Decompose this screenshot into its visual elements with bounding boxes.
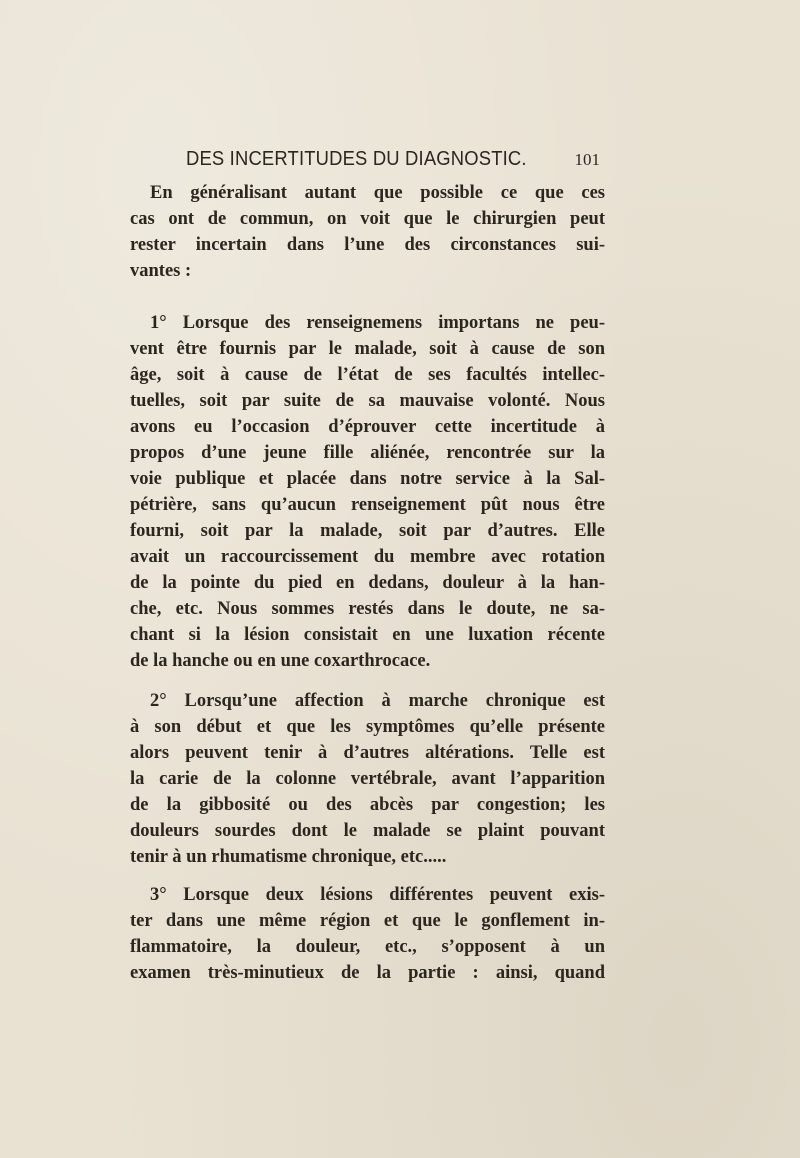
page-number: 101: [574, 150, 600, 169]
text-line: douleurs sourdes dont le malade se plaint pouvant: [130, 821, 605, 841]
text-line: âge, soit à cause de l’état de ses facultés intellec-: [130, 365, 605, 385]
text-line: examen très-minutieux de la partie : ainsi, quand: [130, 963, 605, 983]
text-line: de la pointe du pied en dedans, douleur à la han-: [130, 573, 605, 593]
text-line: fourni, soit par la malade, soit par d’autres. Elle: [130, 521, 605, 541]
text-line: vent être fournis par le malade, soit à cause de son: [130, 339, 605, 359]
text-line: che, etc. Nous sommes restés dans le doute, ne sa-: [130, 599, 605, 619]
text-line: 3° Lorsque deux lésions différentes peuvent exis-: [150, 885, 605, 905]
text-line: chant si la lésion consistait en une luxation récente: [130, 625, 605, 645]
text-line: En généralisant autant que possible ce que ces: [150, 183, 605, 203]
text-line: avons eu l’occasion d’éprouver cette incertitude à: [130, 417, 605, 437]
text-line: flammatoire, la douleur, etc., s’opposent à un: [130, 937, 605, 957]
text-line: tenir à un rhumatisme chronique, etc.....: [130, 847, 447, 867]
page-header: [186, 148, 600, 176]
text-line: la carie de la colonne vertébrale, avant l’apparition: [130, 769, 605, 789]
text-line: ter dans une même région et que le gonflement in-: [130, 911, 605, 931]
text-line: voie publique et placée dans notre service à la Sal-: [130, 469, 605, 489]
text-line: tuelles, soit par suite de sa mauvaise volonté. Nous: [130, 391, 605, 411]
text-line: de la hanche ou en une coxarthrocace.: [130, 651, 431, 671]
text-line: propos d’une jeune fille aliénée, rencontrée sur la: [130, 443, 605, 463]
text-line: alors peuvent tenir à d’autres altérations. Telle est: [130, 743, 605, 763]
text-line: cas ont de commun, on voit que le chirurgien peut: [130, 209, 605, 229]
text-line: 2° Lorsqu’une affection à marche chronique est: [150, 691, 605, 711]
text-line: pétrière, sans qu’aucun renseignement pût nous être: [130, 495, 605, 515]
text-line: de la gibbosité ou des abcès par congestion; les: [130, 795, 605, 815]
text-line: rester incertain dans l’une des circonstances sui-: [130, 235, 605, 255]
text-line: vantes :: [130, 261, 192, 281]
text-line: 1° Lorsque des renseignemens importans ne peu-: [150, 313, 605, 333]
text-line: avait un raccourcissement du membre avec rotation: [130, 547, 605, 567]
running-title: DES INCERTITUDES DU DIAGNOSTIC.: [186, 148, 527, 170]
text-line: à son début et que les symptômes qu’elle présente: [130, 717, 605, 737]
